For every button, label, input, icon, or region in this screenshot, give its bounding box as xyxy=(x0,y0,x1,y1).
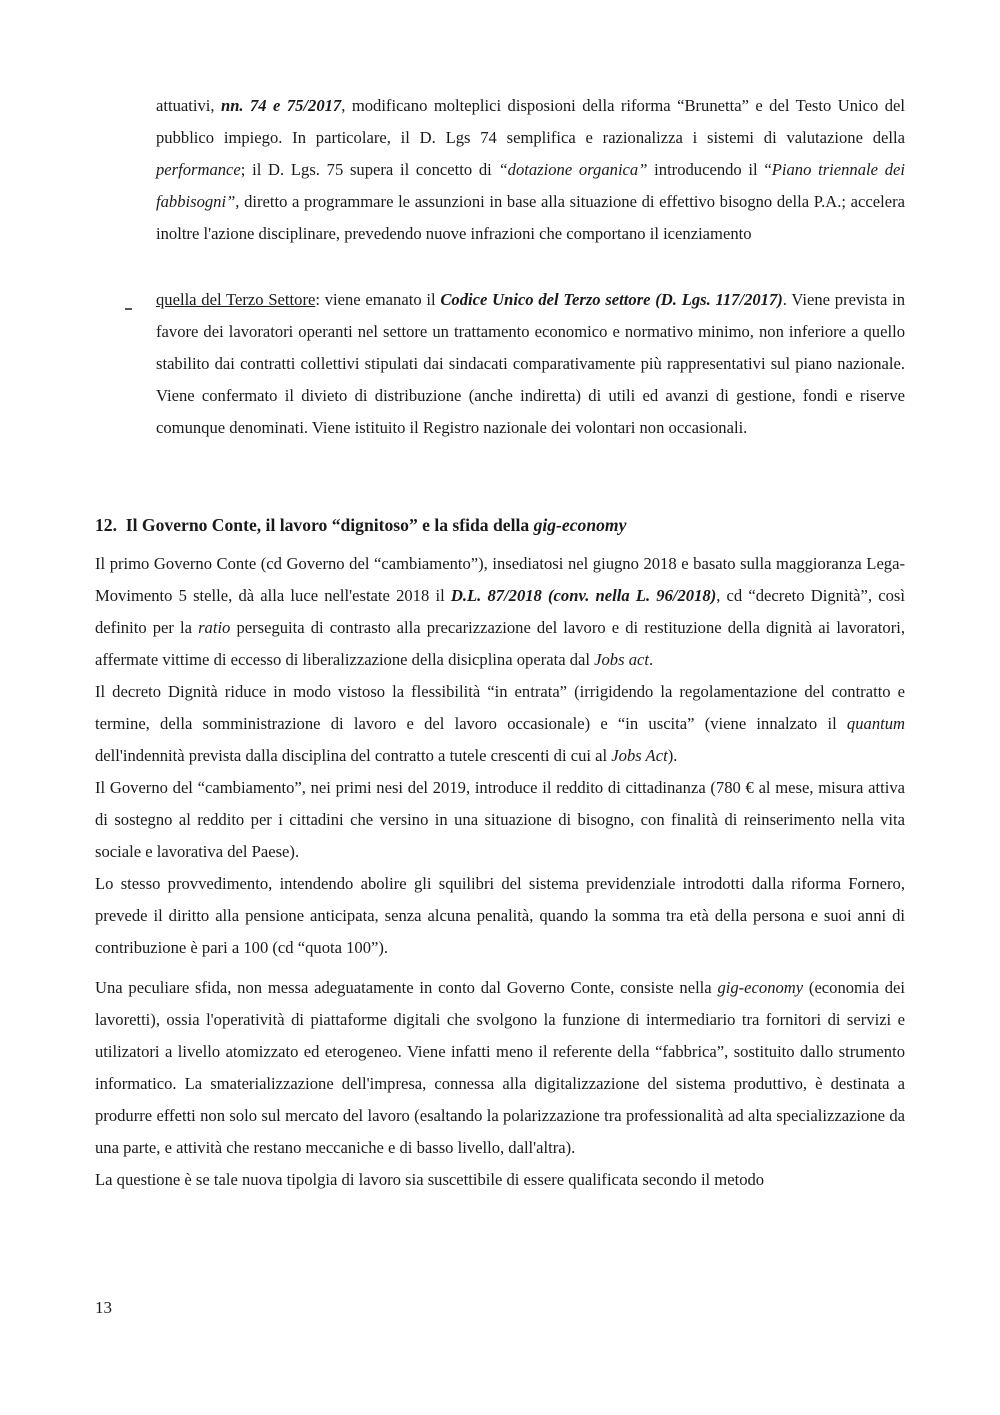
paragraph-questione: La questione è se tale nuova tipolgia di lavoro sia suscettibile di essere qualificata secondo il metodo xyxy=(95,1170,765,1189)
bullet-marker xyxy=(125,308,132,310)
list-item-continuation xyxy=(156,90,905,250)
section-heading: 12. Il Governo Conte, il lavoro “dignitoso” e la sfida della gig-economy xyxy=(95,515,627,535)
body-text xyxy=(95,548,905,1196)
paragraph-reddito-cittadinanza: Il Governo del “cambiamento”, nei primi nesi del 2019, introduce il reddito di cittadinanza (780 € al mese, misura attiva di sostegno al reddito per i cittadini che versino in una situazione di bisogno, con finalità di reinserimento nella vita sociale e lavorativa del Paese). xyxy=(95,778,905,861)
paragraph-gig-economy: Una peculiare sfida, non messa adeguatamente in conto dal Governo Conte, consiste nella gig-economy (economia dei lavoretti), ossia l'operatività di piattaforme digitali che svolgono la funzione di intermediario tra fornitori di servizi e utilizatori a livello atomizzato ed eterogeneo. Viene infatti meno il referente della “fabbrica”, sostituito dallo strumento informatico. La smaterializzazione dell'impresa, connessa alla digitalizzazione del sistema produttivo, è destinata a produrre effetti non solo sul mercato del lavoro (esaltando la polarizzazione tra professionalità ad alta specializzazione da una parte, e attività che restano meccaniche e di basso livello, dall'altra). xyxy=(95,978,905,1157)
paragraph-quota-100: Lo stesso provvedimento, intendendo abolire gli squilibri del sistema previdenziale introdotti dalla riforma Fornero, prevede il diritto alla pensione anticipata, senza alcuna penalità, quando la somma tra età della persona e suoi anni di contribuzione è pari a 100 (cd “quota 100”). xyxy=(95,874,905,957)
page-number: 13 xyxy=(95,1298,112,1317)
paragraph-decreto-dignita: Il primo Governo Conte (cd Governo del “cambiamento”), insediatosi nel giugno 2018 e basato sulla maggioranza Lega-Movimento 5 stelle, dà alla luce nell'estate 2018 il D.L. 87/2018 (conv. nella L. 96/2018), cd “decreto Dignità”, così definito per la ratio perseguita di contrasto alla precarizzazione del lavoro e di restituzione della dignità ai lavoratori, affermate vittime di eccesso di liberalizzazione della disicplina operata dal Jobs act. xyxy=(95,554,905,669)
list-item-text: quella del Terzo Settore: viene emanato il Codice Unico del Terzo settore (D. Lgs. 117/2017). Viene prevista in favore dei lavoratori operanti nel settore un trattamento economico e normativo minimo, non inferiore a quello stabilito dai contratti collettivi stipulati dai sindacati comparativamente più rappresentativi sul piano nazionale. Viene confermato il divieto di distribuzione (anche indiretta) di utili ed avanzi di gestione, fondi e riserve comunque denominati. Viene istituito il Registro nazionale dei volontari non occasionali. xyxy=(156,290,905,437)
list-item-text: attuativi, nn. 74 e 75/2017, modificano molteplici disposioni della riforma “Brunetta” e del Testo Unico del pubblico impiego. In particolare, il D. Lgs 74 semplifica e razionalizza i sistemi di valutazione della performance; il D. Lgs. 75 supera il concetto di “dotazione organica” introducendo il “Piano triennale dei fabbisogni”, diretto a programmare le assunzioni in base alla situazione di effettivo bisogno della P.A.; accelera inoltre l'azione disciplinare, prevedendo nuove infrazioni che comportano il icenziamento xyxy=(156,96,905,243)
paragraph-flessibilita: Il decreto Dignità riduce in modo vistoso la flessibilità “in entrata” (irrigidendo la regolamentazione del contratto e termine, della somministrazione di lavoro e del lavoro occasionale) e “in uscita” (viene innalzato il quantum dell'indennità prevista dalla disciplina del contratto a tutele crescenti di cui al Jobs Act). xyxy=(95,682,905,765)
list-item-terzo-settore xyxy=(156,284,905,444)
